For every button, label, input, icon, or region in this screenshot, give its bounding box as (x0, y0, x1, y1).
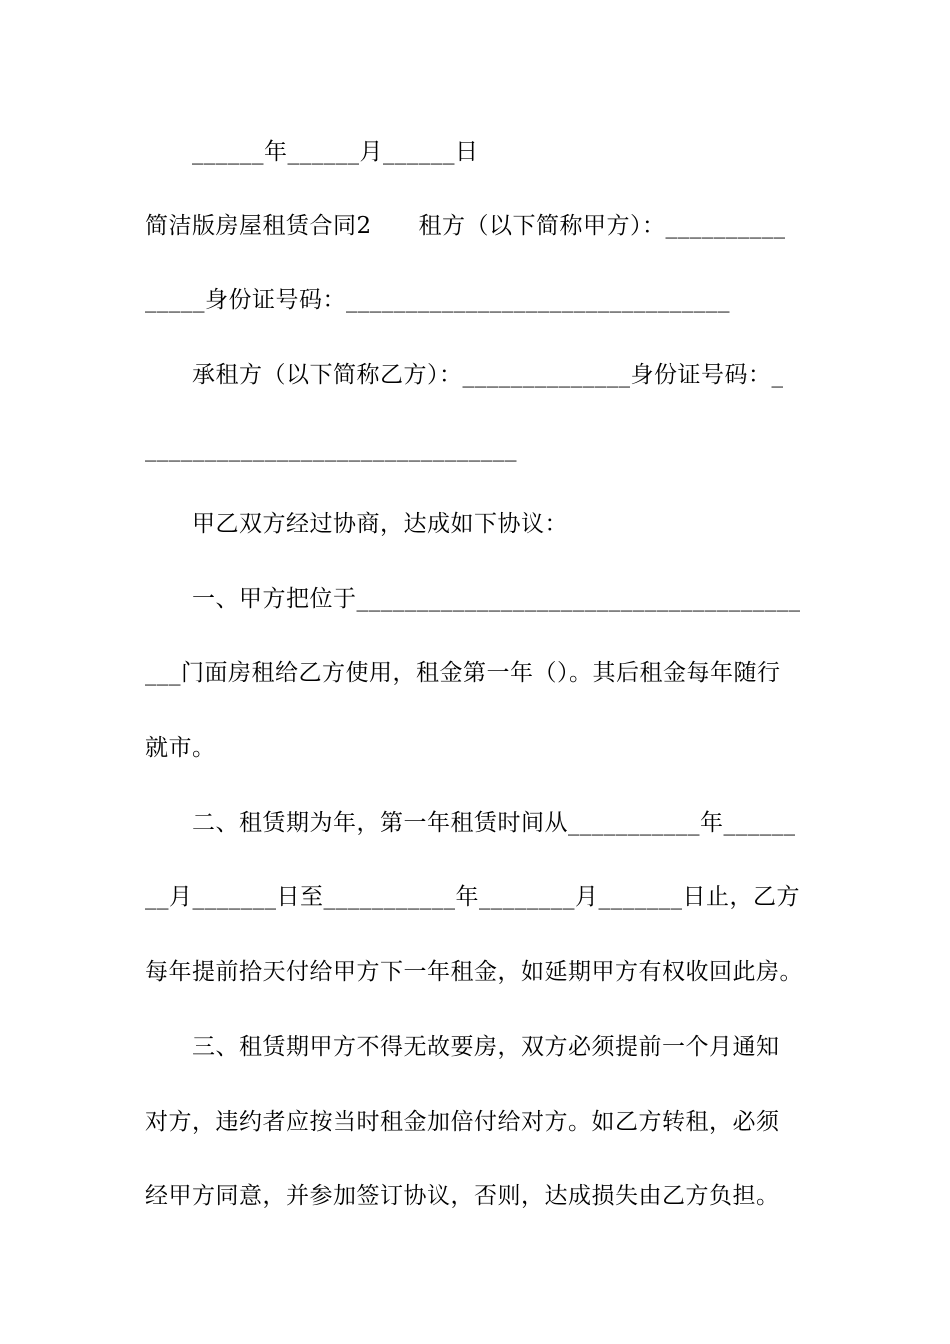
clause-1-line-1: 一、甲方把位于_____________________________________ (192, 586, 801, 612)
clause-2-line-2: __月_______日至___________年________月_______日止，乙方 (145, 884, 800, 910)
lessee-line: 承租方（以下简称乙方）：______________身份证号码：_ (192, 362, 784, 388)
clause-3-line-3: 经甲方同意，并参加签订协议，否则，达成损失由乙方负担。 (145, 1183, 780, 1209)
date-line: ______年______月______日 (192, 139, 479, 165)
clause-3-line-1: 三、租赁期甲方不得无故要房，双方必须提前一个月通知 (192, 1034, 780, 1060)
clause-1-line-3: 就市。 (145, 735, 216, 761)
lessee-id-line: _______________________________ (145, 436, 517, 462)
clause-2-line-3: 每年提前拾天付给甲方下一年租金，如延期甲方有权收回此房。 (145, 959, 803, 985)
agreement-intro: 甲乙双方经过协商，达成如下协议： (192, 511, 568, 537)
clause-2-line-1: 二、租赁期为年，第一年租赁时间从___________年______ (192, 810, 796, 836)
lessor-id-line: _____身份证号码：________________________________ (145, 287, 730, 313)
title-and-lessor-line: 简洁版房屋租赁合同2 租方（以下简称甲方）：__________ (145, 213, 786, 239)
clause-1-line-2: ___门面房租给乙方使用，租金第一年（）。其后租金每年随行 (145, 660, 781, 686)
clause-3-line-2: 对方，违约者应按当时租金加倍付给对方。如乙方转租，必须 (145, 1109, 780, 1135)
